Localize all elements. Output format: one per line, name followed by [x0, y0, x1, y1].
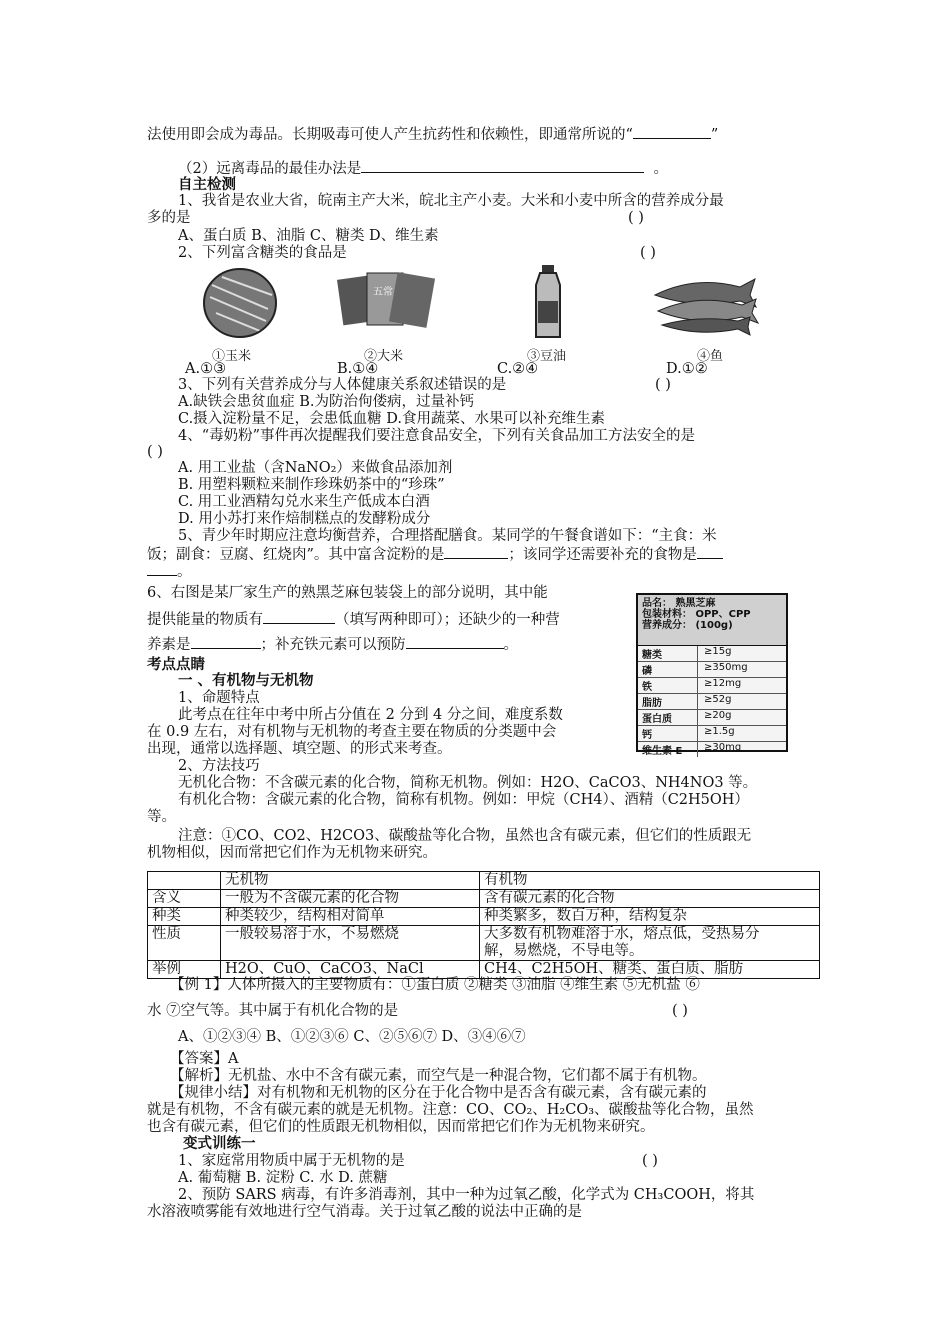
answer-paren: ( ): [655, 377, 671, 393]
question-2: 2、下列富含糖类的食品是: [178, 245, 347, 261]
answer-paren: ( ): [672, 1003, 688, 1019]
example-line: 【例 1】人体所摄入的主要物质有：①蛋白质 ②糖类 ③油脂 ④维生素 ⑤无机盐 ⑥: [170, 977, 700, 993]
corn-image: [200, 265, 280, 340]
practice-question: 2、预防 SARS 病毒，有许多消毒剂，其中一种为过氧乙酸，化学式为 CH₃COOH，将其: [178, 1187, 755, 1203]
subsection-title: 1、命题特点: [178, 690, 260, 706]
table-cell: 含义: [148, 890, 221, 908]
table-cell: 无机物: [221, 872, 480, 890]
section-subheading: 一 、有机物与无机物: [178, 673, 314, 689]
question-2-option: D.①②: [666, 361, 708, 377]
section-heading: 考点点睛: [147, 657, 205, 673]
section-heading: 自主检测: [178, 177, 236, 193]
question-4-option: C. 用工业酒精勾兑水来生产低成本白酒: [178, 494, 430, 510]
table-cell: 大多数有机物难溶于水，熔点低，受热易分 解，易燃烧，不导电等。: [480, 926, 820, 961]
fish-image: [650, 265, 760, 340]
nutrition-label-image: [636, 593, 788, 757]
example-options: A、①②③④ B、①②③⑥ C、②⑤⑥⑦ D、③④⑥⑦: [178, 1029, 526, 1045]
question-2-option: C.②④: [497, 361, 539, 377]
table-cell: 有机物: [480, 872, 820, 890]
label-row: 蛋白质 ≥20g: [638, 710, 786, 726]
food-caption: ④鱼: [697, 349, 724, 364]
question-4: 4、“毒奶粉”事件再次提醒我们要注意食品安全，下列有关食品加工方法安全的是: [178, 428, 696, 444]
label-row: 糖类 ≥15g: [638, 646, 786, 662]
question-3: 3、下列有关营养成分与人体健康关系叙述错误的是: [178, 377, 507, 393]
question-4-option: B. 用塑料颗粒来制作珍珠奶茶中的“珍珠”: [178, 477, 445, 493]
table-cell: 含有碳元素的化合物: [480, 890, 820, 908]
oil-bottle-image: [528, 265, 568, 340]
label-row: 磷 ≥350mg: [638, 662, 786, 678]
table-cell: 种类: [148, 908, 221, 926]
label-row: 维生素 E ≥30mg: [638, 742, 786, 757]
paragraph-line: 注意：①CO、CO2、H2CO3、碳酸盐等化合物，虽然也含有碳元素，但它们的性质跟无: [178, 828, 752, 844]
table-cell: 一般较易溶于水，不易燃烧: [221, 926, 480, 961]
table-row: [148, 890, 820, 908]
label-row: 铁 ≥12mg: [638, 678, 786, 694]
table-cell: [148, 872, 221, 890]
table-row: [148, 872, 820, 890]
paragraph-line: 等。: [147, 809, 176, 825]
paragraph-line: 有机化合物：含碳元素的化合物，简称有机物。例如：甲烷（CH4）、酒精（C2H5OH）: [178, 792, 749, 808]
question-6-cont: 提供能量的物质有 （填写两种即可）；还缺少的一种营: [147, 609, 560, 629]
question-1-cont: 多的是: [147, 210, 191, 226]
paragraph-line: 无机化合物：不含碳元素的化合物，简称无机物。例如：H2O、CaCO3、NH4NO3 等。: [178, 775, 758, 791]
practice-options: A. 葡萄糖 B. 淀粉 C. 水 D. 蔗糖: [178, 1170, 388, 1186]
question-1: 1、我省是农业大省，皖南主产大米，皖北主产小麦。大米和小麦中所含的营养成分最: [178, 193, 724, 209]
summary-line: 【规律小结】对有机物和无机物的区分在于化合物中是否含有碳元素，含有碳元素的: [170, 1085, 707, 1101]
paragraph-line: 机物相似，因而常把它们作为无机物来研究。: [147, 845, 437, 861]
table-cell: 种类繁多，数百万种，结构复杂: [480, 908, 820, 926]
question-3-options: C.摄入淀粉量不足，会患低血糖 D.食用蔬菜、水果可以补充维生素: [178, 411, 606, 427]
example-line: 水 ⑦空气等。其中属于有机化合物的是: [147, 1003, 399, 1019]
question-1-options: A、蛋白质 B、油脂 C、糖类 D、维生素: [178, 228, 439, 244]
label-row: 脂肪 ≥52g: [638, 694, 786, 710]
table-cell: 一般为不含碳元素的化合物: [221, 890, 480, 908]
summary-line: 就是有机物，不含有碳元素的就是无机物。注意：CO、CO₂、H₂CO₃、碳酸盐等化合物，虽然: [147, 1102, 754, 1118]
answer-paren: ( ): [147, 444, 163, 460]
svg-text:五常: 五常: [373, 287, 393, 298]
summary-line: 也含有碳元素，但它们的性质跟无机物相似，因而常把它们作为无机物来研究。: [147, 1119, 655, 1135]
table-cell: 种类较少，结构相对简单: [221, 908, 480, 926]
label-header: 品名： 熟黑芝麻 包装材料： OPP、CPP 营养成分： (100g): [638, 595, 786, 646]
question-4-option: D. 用小苏打来作焙制糕点的发酵粉成分: [178, 511, 431, 527]
table-cell: H2O、CuO、CaCO3、NaCl: [221, 961, 480, 979]
question-6-cont: 养素是 ；补充铁元素可以预防 。: [147, 634, 518, 654]
rice-bags-image: [335, 265, 435, 335]
food-caption: ③豆油: [527, 349, 567, 364]
label-row: 钙 ≥1.5g: [638, 726, 786, 742]
answer-paren: ( ): [642, 1153, 658, 1169]
table-cell: 性质: [148, 926, 221, 961]
answer-paren: ( ): [640, 245, 656, 261]
analysis-line: 【解析】无机盐、水中不含有碳元素，而空气是一种混合物，它们都不属于有机物。: [170, 1068, 707, 1084]
paragraph-line: 出现，通常以选择题、填空题、的形式来考查。: [147, 741, 452, 757]
answer-paren: ( ): [628, 210, 644, 226]
food-caption: ②大米: [364, 349, 404, 364]
section-heading: 变式训练一: [183, 1136, 256, 1152]
comparison-table: [147, 871, 820, 979]
question-5: 5、青少年时期应注意均衡营养，合理搭配膳食。某同学的午餐食谱如下：“主食：米: [178, 528, 717, 544]
answer-line: 【答案】A: [170, 1051, 239, 1067]
food-caption: ①玉米: [212, 349, 252, 364]
practice-question: 水溶液喷雾能有效地进行空气消毒。关于过氧乙酸的说法中正确的是: [147, 1204, 582, 1220]
question-2-option: A.①③: [185, 361, 227, 377]
text-line: （2）远离毒品的最佳办法是 。: [178, 158, 668, 178]
subsection-title: 2、方法技巧: [178, 758, 260, 774]
table-cell: CH4、C2H5OH、糖类、蛋白质、脂肪: [480, 961, 820, 979]
question-4-option: A. 用工业盐（含NaNO₂）来做食品添加剂: [178, 460, 453, 476]
practice-question: 1、家庭常用物质中属于无机物的是: [178, 1153, 405, 1169]
question-6: 6、右图是某厂家生产的熟黑芝麻包装袋上的部分说明，其中能: [147, 585, 548, 601]
question-5-cont: 。: [147, 561, 192, 581]
question-5-cont: 饭；副食：豆腐、红烧肉”。其中富含淀粉的是 ；该同学还需要补充的食物是: [147, 544, 723, 564]
question-2-option: B.①④: [337, 361, 379, 377]
table-row: [148, 926, 820, 961]
paragraph-line: 在 0.9 左右，对有机物与无机物的考查主要在物质的分类题中会: [147, 724, 557, 740]
paragraph-line: 此考点在往年中考中所占分值在 2 分到 4 分之间，难度系数: [178, 707, 563, 723]
table-cell: 举例: [148, 961, 221, 979]
table-row: [148, 908, 820, 926]
text-line: 法使用即会成为毒品。长期吸毒可使人产生抗药性和依赖性，即通常所说的“ ”: [147, 124, 718, 144]
question-3-options: A.缺铁会患贫血症 B.为防治佝偻病，过量补钙: [178, 394, 474, 410]
